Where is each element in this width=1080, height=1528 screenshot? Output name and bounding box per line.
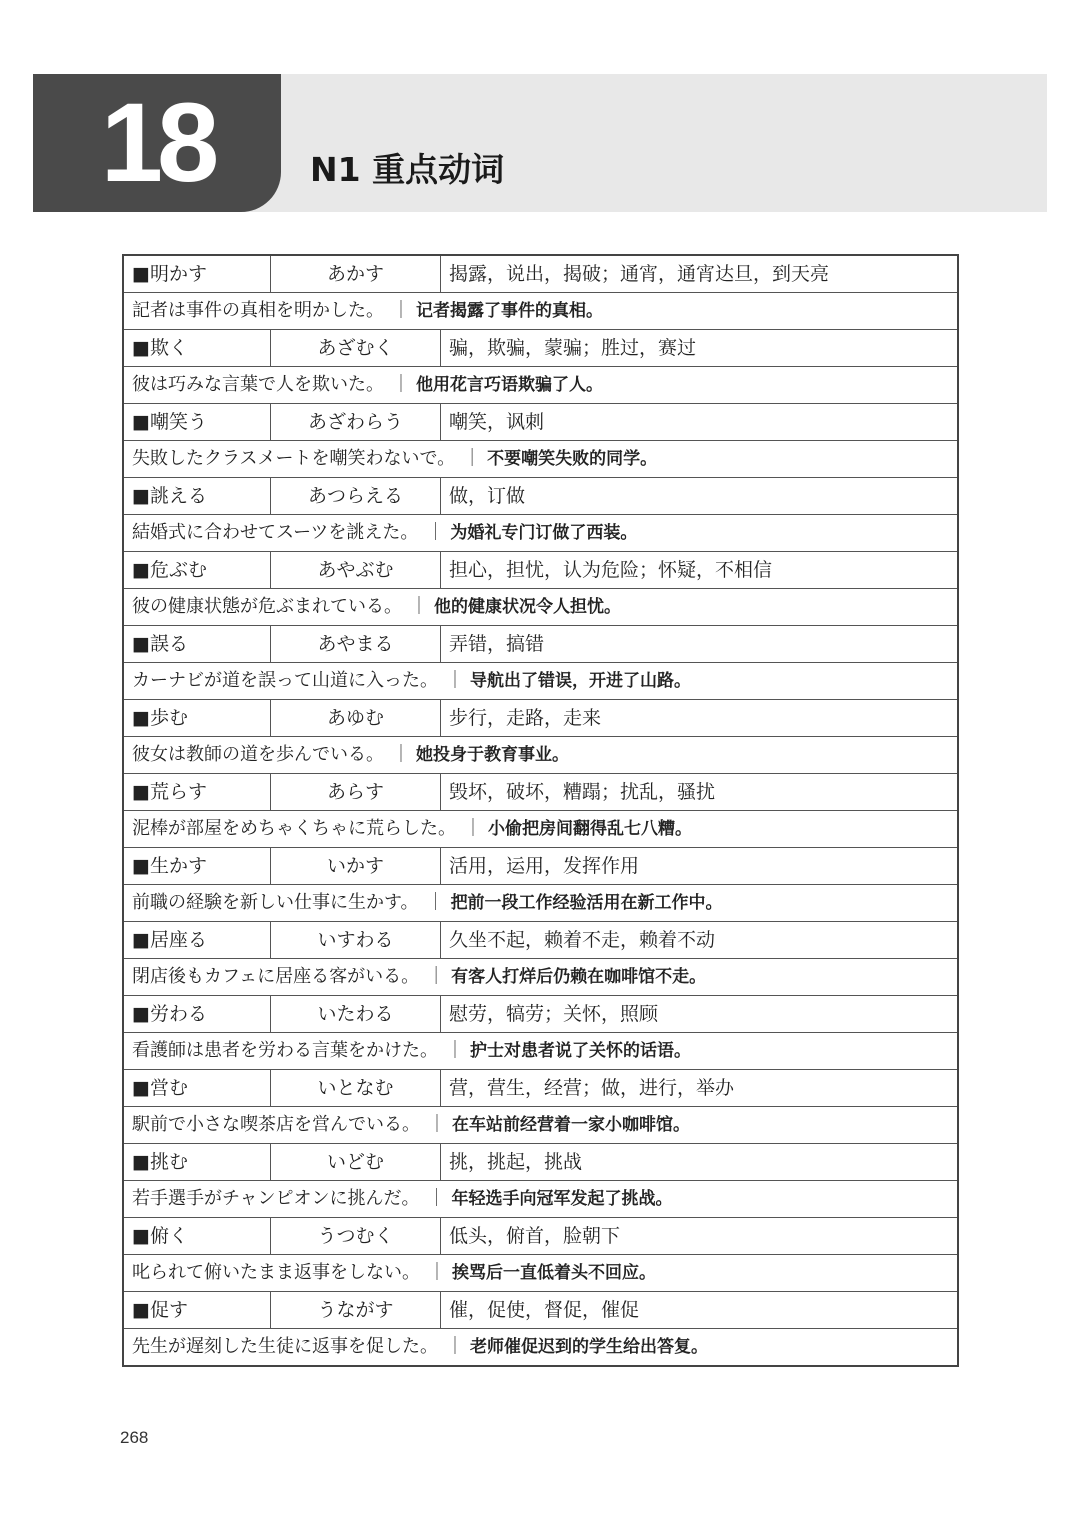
example-japanese: 失敗したクラスメートを嘲笑わないで。	[132, 448, 456, 469]
example-sentence	[123, 885, 958, 922]
vocab-entry-row	[123, 404, 958, 441]
example-separator: ｜	[428, 1114, 446, 1135]
example-chinese: 小偷把房间翻得乱七八糟。	[488, 819, 692, 839]
example-japanese: 叱られて俯いたまま返事をしない。	[132, 1262, 420, 1283]
example-japanese: 泥棒が部屋をめちゃくちゃに荒らした。	[132, 818, 456, 839]
vocab-entry-row	[123, 1292, 958, 1329]
vocab-meaning: 骗，欺骗，蒙骗；胜过，赛过	[441, 330, 959, 367]
example-sentence	[123, 441, 958, 478]
vocab-word: ■誂える	[123, 478, 271, 515]
vocab-meaning: 毁坏，破坏，糟蹋；扰乱，骚扰	[441, 774, 959, 811]
vocab-meaning: 揭露，说出，揭破；通宵，通宵达旦，到天亮	[441, 255, 959, 293]
example-japanese: 閉店後もカフェに居座る客がいる。	[132, 966, 420, 987]
vocab-reading: うながす	[271, 1292, 441, 1329]
vocab-reading: あざむく	[271, 330, 441, 367]
vocab-meaning: 步行，走路，走来	[441, 700, 959, 737]
vocab-word: ■誤る	[123, 626, 271, 663]
vocab-meaning: 弄错，搞错	[441, 626, 959, 663]
example-chinese: 年轻选手向冠军发起了挑战。	[451, 1189, 673, 1209]
example-chinese: 在车站前经营着一家小咖啡馆。	[452, 1115, 690, 1135]
vocab-word: ■挑む	[123, 1144, 271, 1181]
page-number: 268	[120, 1428, 149, 1447]
example-separator: ｜	[446, 1040, 464, 1061]
chapter-number: 18	[100, 80, 214, 205]
vocab-meaning: 挑，挑起，挑战	[441, 1144, 959, 1181]
vocab-entry-row	[123, 552, 958, 589]
vocab-meaning: 营，营生，经营；做，进行，举办	[441, 1070, 959, 1107]
example-separator: ｜	[426, 892, 445, 913]
vocab-example-row	[123, 1255, 958, 1292]
vocab-word: ■嘲笑う	[123, 404, 271, 441]
vocab-entry-row	[123, 330, 958, 367]
example-japanese: カーナビが道を誤って山道に入った。	[132, 670, 438, 691]
vocab-example-row	[123, 737, 958, 774]
example-chinese: 记者揭露了事件的真相。	[416, 301, 603, 321]
example-sentence	[123, 737, 958, 774]
example-sentence	[123, 293, 958, 330]
example-separator: ｜	[446, 670, 464, 691]
vocab-word: ■危ぶむ	[123, 552, 271, 589]
vocab-word: ■荒らす	[123, 774, 271, 811]
vocab-entry-row	[123, 922, 958, 959]
vocab-reading: あらす	[271, 774, 441, 811]
example-japanese: 先生が遅刻した生徒に返事を促した。	[132, 1336, 438, 1357]
vocab-example-row	[123, 1181, 958, 1218]
vocab-word: ■俯く	[123, 1218, 271, 1255]
example-separator: ｜	[427, 966, 446, 987]
example-separator: ｜	[392, 374, 410, 395]
vocab-example-row	[123, 1329, 958, 1367]
vocab-word: ■促す	[123, 1292, 271, 1329]
vocab-meaning: 做，订做	[441, 478, 959, 515]
example-sentence	[123, 367, 958, 404]
vocab-word: ■生かす	[123, 848, 271, 885]
vocab-entry-row	[123, 1218, 958, 1255]
example-separator: ｜	[426, 522, 445, 543]
vocab-entry-row	[123, 1070, 958, 1107]
example-japanese: 結婚式に合わせてスーツを誂えた。	[132, 522, 419, 543]
vocab-entry-row	[123, 996, 958, 1033]
vocab-example-row	[123, 1107, 958, 1144]
example-japanese: 記者は事件の真相を明かした。	[132, 300, 384, 321]
example-chinese: 把前一段工作经验活用在新工作中。	[450, 893, 723, 913]
vocab-meaning: 慰劳，犒劳；关怀，照顾	[441, 996, 959, 1033]
vocab-word: ■歩む	[123, 700, 271, 737]
example-chinese: 有客人打烊后仍赖在咖啡馆不走。	[451, 967, 707, 987]
example-chinese: 老师催促迟到的学生给出答复。	[470, 1337, 708, 1357]
vocab-entry-row	[123, 255, 958, 293]
vocab-example-row	[123, 367, 958, 404]
example-japanese: 看護師は患者を労わる言葉をかけた。	[132, 1040, 438, 1061]
vocab-reading: あつらえる	[271, 478, 441, 515]
vocab-reading: あゆむ	[271, 700, 441, 737]
example-sentence	[123, 589, 958, 626]
vocab-example-row	[123, 1033, 958, 1070]
vocab-reading: うつむく	[271, 1218, 441, 1255]
example-chinese: 挨骂后一直低着头不回应。	[452, 1263, 656, 1283]
example-separator: ｜	[446, 1336, 464, 1357]
example-sentence	[123, 1033, 958, 1070]
example-sentence	[123, 959, 958, 996]
vocab-example-row	[123, 811, 958, 848]
vocab-meaning: 久坐不起，赖着不走，赖着不动	[441, 922, 959, 959]
example-sentence	[123, 811, 958, 848]
vocab-meaning: 活用，运用，发挥作用	[441, 848, 959, 885]
example-japanese: 駅前で小さな喫茶店を営んでいる。	[132, 1114, 420, 1135]
vocab-reading: いすわる	[271, 922, 441, 959]
example-separator: ｜	[410, 596, 428, 617]
vocab-example-row	[123, 589, 958, 626]
vocab-example-row	[123, 515, 958, 552]
vocab-meaning: 催，促使，督促，催促	[441, 1292, 959, 1329]
example-sentence	[123, 1107, 958, 1144]
vocab-example-row	[123, 441, 958, 478]
vocab-reading: あやまる	[271, 626, 441, 663]
vocab-entry-row	[123, 1144, 958, 1181]
example-separator: ｜	[392, 300, 410, 321]
example-japanese: 彼の健康状態が危ぶまれている。	[132, 596, 402, 617]
example-chinese: 导航出了错误，开进了山路。	[470, 671, 691, 691]
vocab-entry-row	[123, 774, 958, 811]
vocab-example-row	[123, 293, 958, 330]
vocab-reading: いどむ	[271, 1144, 441, 1181]
example-separator: ｜	[392, 744, 410, 765]
vocab-meaning: 低头，俯首，脸朝下	[441, 1218, 959, 1255]
vocabulary-table	[122, 254, 959, 1367]
vocab-meaning: 担心，担忧，认为危险；怀疑，不相信	[441, 552, 959, 589]
example-separator: ｜	[464, 818, 482, 839]
example-japanese: 彼は巧みな言葉で人を欺いた。	[132, 374, 384, 395]
vocab-reading: あかす	[271, 255, 441, 293]
example-chinese: 不要嘲笑失败的同学。	[487, 449, 658, 469]
vocab-entry-row	[123, 700, 958, 737]
vocab-entry-row	[123, 478, 958, 515]
vocab-entry-row	[123, 848, 958, 885]
example-japanese: 若手選手がチャンピオンに挑んだ。	[132, 1188, 420, 1209]
vocab-meaning: 嘲笑，讽刺	[441, 404, 959, 441]
vocab-word: ■営む	[123, 1070, 271, 1107]
example-separator: ｜	[427, 1188, 446, 1209]
vocab-reading: あやぶむ	[271, 552, 441, 589]
example-chinese: 他的健康状况令人担忧。	[434, 597, 621, 617]
vocab-entry-row	[123, 626, 958, 663]
vocab-reading: いかす	[271, 848, 441, 885]
example-chinese: 护士对患者说了关怀的话语。	[470, 1041, 691, 1061]
example-sentence	[123, 663, 958, 700]
vocab-word: ■労わる	[123, 996, 271, 1033]
example-chinese: 他用花言巧语欺骗了人。	[416, 375, 603, 395]
vocab-example-row	[123, 663, 958, 700]
example-separator: ｜	[428, 1262, 446, 1283]
example-separator: ｜	[463, 448, 482, 469]
example-sentence	[123, 1255, 958, 1292]
chapter-title: N1 重点动词	[310, 150, 505, 189]
vocab-reading: いたわる	[271, 996, 441, 1033]
vocab-word: ■欺く	[123, 330, 271, 367]
example-chinese: 她投身于教育事业。	[416, 745, 569, 765]
example-sentence	[123, 515, 958, 552]
vocab-reading: あざわらう	[271, 404, 441, 441]
vocab-word: ■明かす	[123, 255, 271, 293]
example-sentence	[123, 1329, 958, 1367]
example-sentence	[123, 1181, 958, 1218]
example-japanese: 前職の経験を新しい仕事に生かす。	[132, 892, 419, 913]
example-japanese: 彼女は教師の道を歩んでいる。	[132, 744, 384, 765]
vocab-example-row	[123, 885, 958, 922]
vocab-example-row	[123, 959, 958, 996]
example-chinese: 为婚礼专门订做了西装。	[450, 523, 638, 543]
vocab-reading: いとなむ	[271, 1070, 441, 1107]
vocab-word: ■居座る	[123, 922, 271, 959]
